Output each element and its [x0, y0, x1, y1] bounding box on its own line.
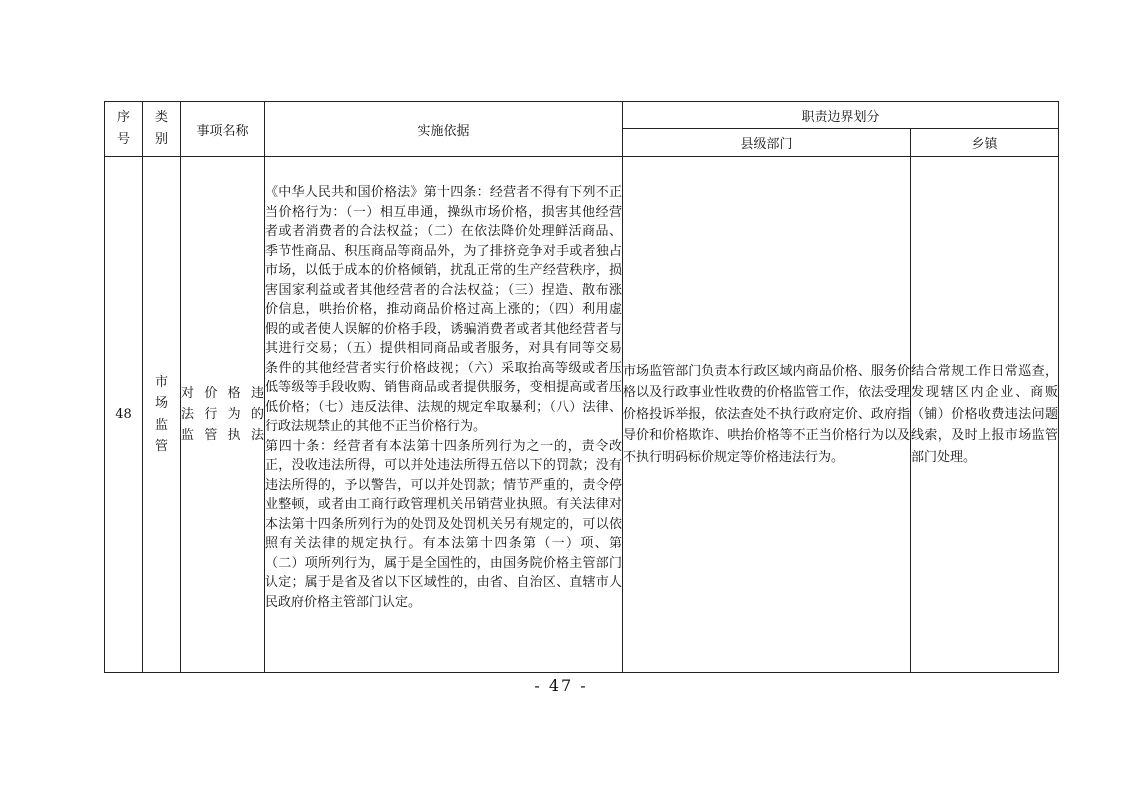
- row-seq: 48: [105, 157, 143, 673]
- header-seq-char-2: 号: [116, 132, 130, 147]
- basis-paragraph: 第四十条：经营者有本法第十四条所列行为之一的，责令改正，没收违法所得，可以并处违法所得五倍以下的罚款；没有违法所得的，予以警告，可以并处罚款；情节严重的，责令停业整顿，或者由工商行政管理机关吊销营业执照。有关法律对本法第十四条所列行为的处罚及处罚机关另有规定的，可以依照有关法律的规定执行。有本法第十四条第（一）项、第（二）项所列行为，属于是全国性的，由国务院价格主管部门认定；属于是省及省以下区域性的，由省、自治区、直辖市人民政府价格主管部门认定。: [265, 438, 622, 610]
- header-item-name: 事项名称: [181, 102, 265, 157]
- header-category-char-2: 别: [154, 132, 168, 147]
- header-basis: 实施依据: [265, 102, 623, 157]
- row-item-line: 法行为的: [181, 407, 264, 422]
- basis-paragraph: 《中华人民共和国价格法》第十四条：经营者不得有下列不正当价格行为：（一）相互串通，操纵市场价格，损害其他经营者或者消费者的合法权益；（二）在依法降价处理鲜活商品、季节性商品、积压商品等商品外，为了排挤竞争对手或者独占市场，以低于成本的价格倾销，扰乱正常的生产经营秩序，损害国家利益或者其他经营者的合法权益；（三）捏造、散布涨价信息，哄抬价格，推动商品价格过高上涨的；（四）利用虚假的或者使人误解的价格手段，诱骗消费者或者其他经营者与其进行交易；（五）提供相同商品或者服务，对具有同等交易条件的其他经营者实行价格歧视；（六）采取抬高等级或者压低等级等手段收购、销售商品或者提供服务，变相提高或者压低价格；（七）违反法律、法规的规定牟取暴利；（八）法律、行政法规禁止的其他不正当价格行为。: [265, 185, 622, 434]
- row-category: [143, 157, 181, 673]
- header-seq-char-1: 序: [116, 110, 130, 125]
- header-row-1: [105, 102, 1059, 129]
- row-category-char: 监: [154, 417, 168, 433]
- row-category-char: 场: [154, 396, 168, 411]
- header-category-char-1: 类: [154, 110, 168, 125]
- row-item-name: [181, 157, 265, 673]
- row-basis: [265, 157, 623, 673]
- row-county-duty: 市场监管部门负责本行政区域内商品价格、服务价格以及行政事业性收费的价格监管工作，依法受理价格投诉举报，依法查处不执行政府定价、政府指导价和价格欺诈、哄抬价格等不正当价格行为以及不执行明码标价规定等价格违法行为。: [623, 157, 911, 673]
- row-category-char: 管: [154, 439, 168, 454]
- row-item-line: 对价格违: [181, 386, 264, 401]
- table-row: [105, 157, 1059, 673]
- row-township-duty: 结合常规工作日常巡查，发现辖区内企业、商贩（铺）价格收费违法问题线索，及时上报市场监管部门处理。: [911, 157, 1059, 673]
- header-county: 县级部门: [623, 129, 911, 157]
- responsibility-table: [104, 101, 1059, 673]
- header-category: [143, 102, 181, 157]
- header-boundary: 职责边界划分: [623, 102, 1059, 129]
- row-category-char: 市: [154, 374, 168, 390]
- page-number: - 47 -: [534, 676, 588, 695]
- row-item-line: 监管执法: [181, 428, 264, 443]
- header-township: 乡镇: [911, 129, 1059, 157]
- header-seq: [105, 102, 143, 157]
